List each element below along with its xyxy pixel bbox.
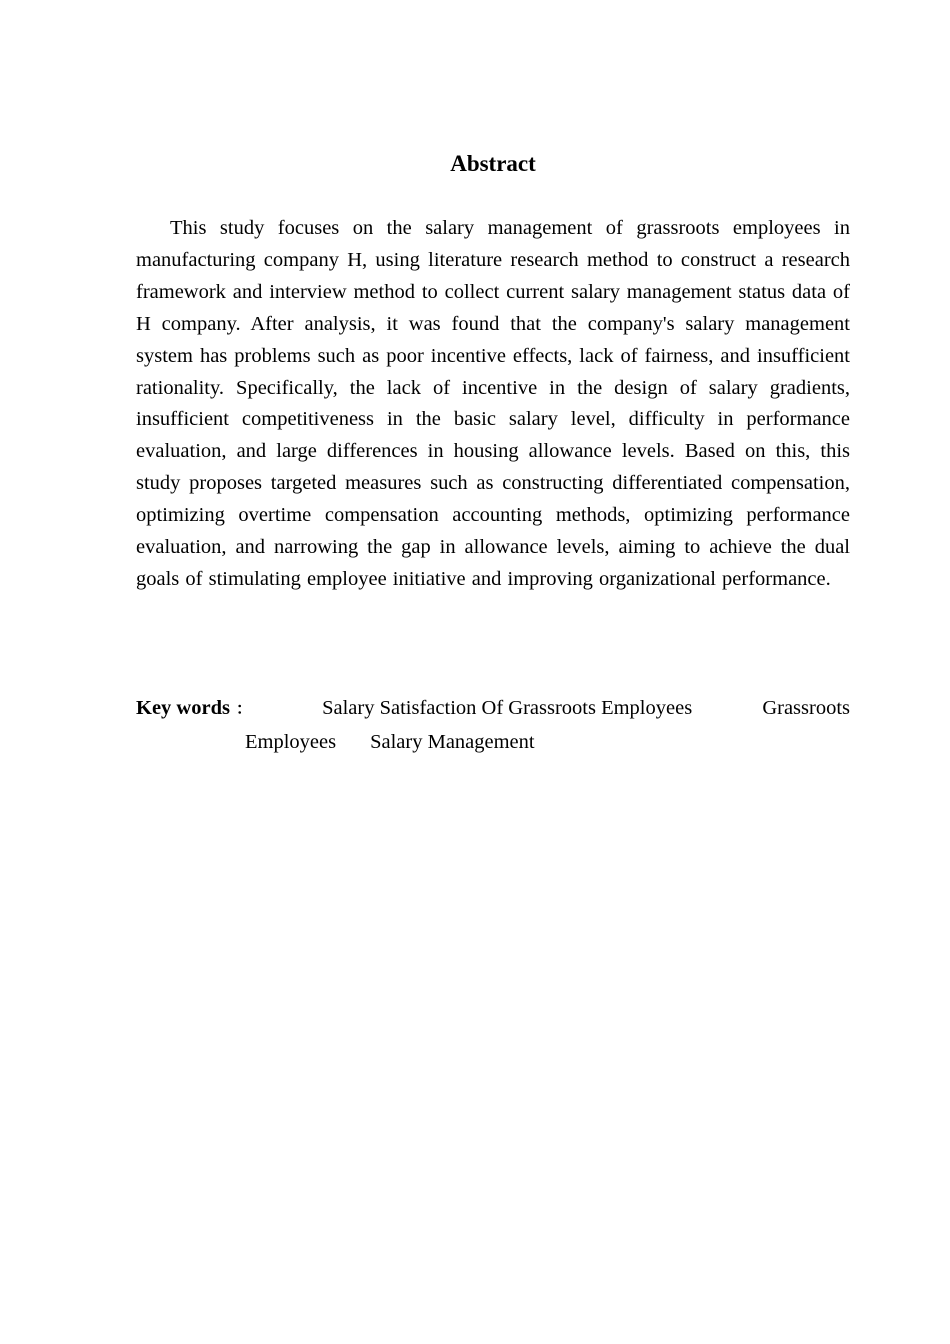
keyword-salary-management: Salary Management: [370, 731, 535, 753]
abstract-title: Abstract: [450, 151, 536, 176]
keywords-label-group: [136, 692, 252, 726]
keyword-grassroots-employees-part2: Employees: [245, 731, 337, 753]
keyword-salary-satisfaction: Salary Satisfaction Of Grassroots Employees: [322, 697, 693, 719]
keywords-label: Key words: [136, 697, 230, 719]
abstract-body: This study focuses on the salary management of grassroots employees in manufacturing company H, using literature research method to construct a research framework and interview method to collect current salary management status data of H company. After analysis, it was found that the company's salary management system has problems such as poor incentive effects, lack of fairness, and insufficient rationality. Specifically, the lack of incentive in the design of salary gradients, insufficient competitiveness in the basic salary level, difficulty in performance evaluation, and large differences in housing allowance levels. Based on this, this study proposes targeted measures such as constructing differentiated compensation, optimizing overtime compensation accounting methods, optimizing performance evaluation, and narrowing the gap in allowance levels, aiming to achieve the dual goals of stimulating employee initiative and improving organizational performance.: [136, 217, 850, 590]
keywords-line-2: [136, 726, 850, 758]
keywords-line-1: [136, 692, 850, 726]
keyword-grassroots-employees-part1: Grassroots: [762, 697, 850, 719]
keywords-section: [136, 692, 850, 758]
keywords-colon: ：: [235, 701, 252, 718]
